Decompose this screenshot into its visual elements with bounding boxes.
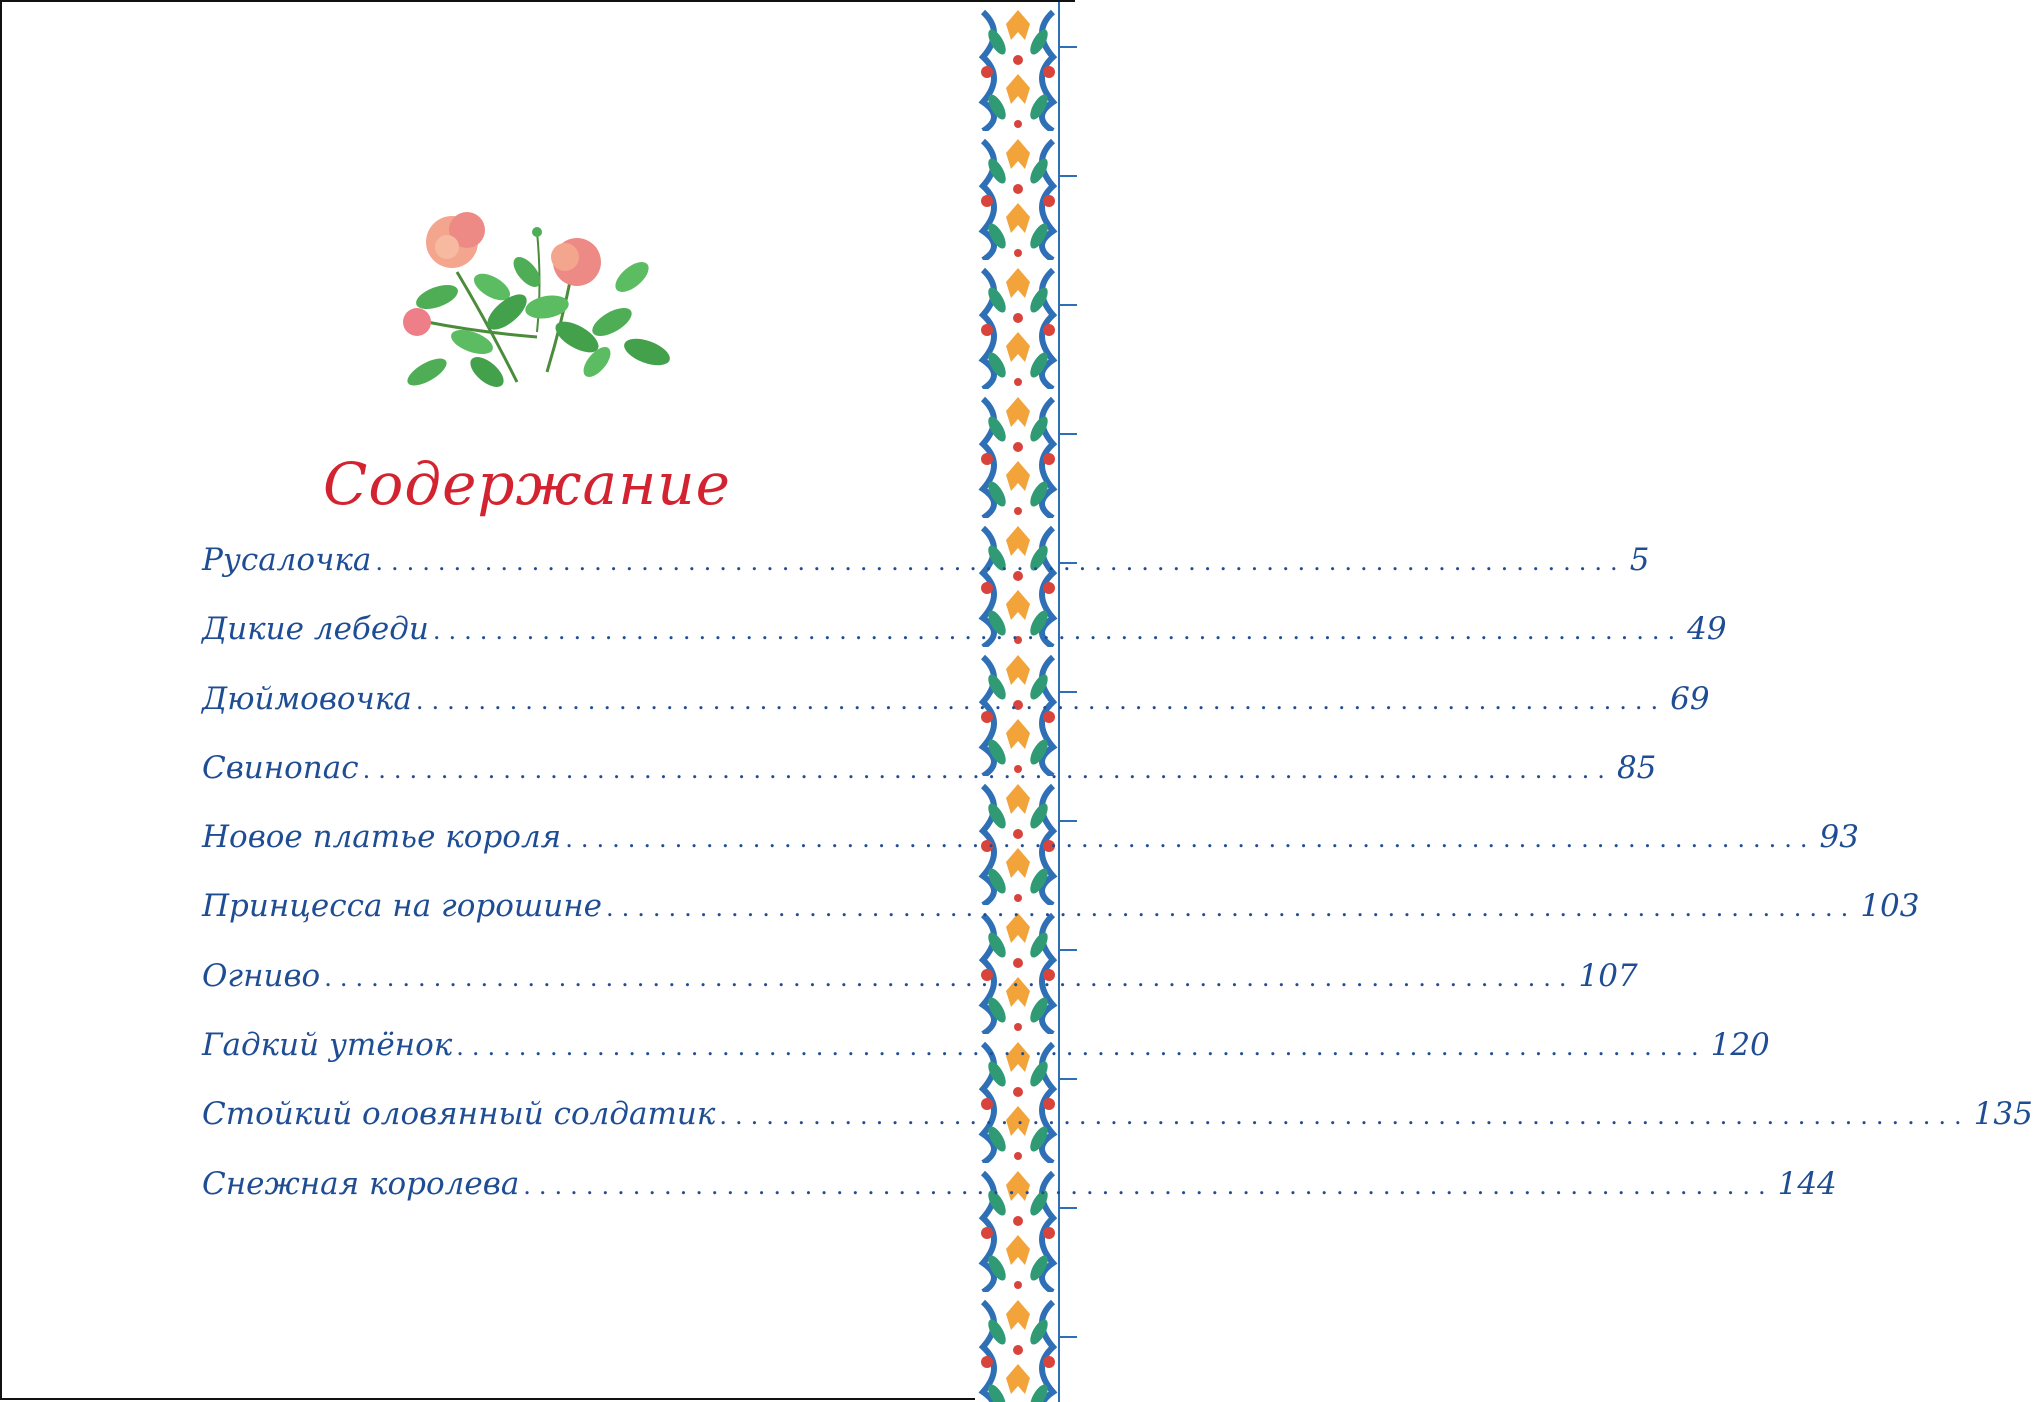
toc-entry-title: Снежная королева <box>202 1165 520 1202</box>
toc-entry-page-number: 85 <box>1616 749 1657 786</box>
toc-entry-page-number: 135 <box>1973 1096 2033 1133</box>
toc-entry-title: Стойкий оловянный солдатик <box>202 1096 716 1133</box>
toc-dot-leader: ................................................................................ <box>432 617 1684 646</box>
toc-entry-page-number: 49 <box>1687 611 1727 648</box>
toc-entry[interactable] <box>202 1096 2033 1165</box>
toc-entry[interactable] <box>202 542 1650 611</box>
toc-entry-title: Дюймовочка <box>202 680 412 717</box>
table-of-contents <box>202 542 2033 1235</box>
toc-entry-page-number: 93 <box>1819 819 1859 856</box>
toc-entry-page-number: 69 <box>1670 680 1710 717</box>
toc-entry-page-number: 107 <box>1578 957 1638 994</box>
toc-entry-page-number: 5 <box>1629 542 1650 578</box>
toc-entry[interactable] <box>202 1027 1770 1096</box>
toc-entry-page-number: 120 <box>1710 1027 1770 1064</box>
toc-entry[interactable] <box>202 888 1920 957</box>
toc-entry-page-number: 144 <box>1777 1165 1837 1202</box>
toc-dot-leader: ................................................................................ <box>415 686 1667 715</box>
toc-entry[interactable] <box>202 611 1727 680</box>
toc-entry[interactable] <box>202 749 1657 819</box>
toc-entry-page-number: 103 <box>1860 888 1920 925</box>
toc-entry-title: Дикие лебеди <box>202 611 429 648</box>
page-title: Содержание <box>323 450 731 518</box>
toc-dot-leader: ................................................................................ <box>719 1102 1970 1131</box>
toc-entry-title: Свинопас <box>202 749 359 786</box>
toc-entry[interactable] <box>202 1165 1837 1235</box>
toc-dot-leader: ................................................................................ <box>375 548 1626 576</box>
toc-entry-title: Русалочка <box>202 542 372 578</box>
roses-illustration <box>397 202 687 412</box>
toc-entry-title: Новое платье короля <box>202 819 562 856</box>
toc-dot-leader: ................................................................................ <box>523 1171 1774 1200</box>
toc-entry[interactable] <box>202 819 1859 888</box>
toc-dot-leader: ................................................................................ <box>565 825 1816 854</box>
toc-entry-title: Принцесса на горошине <box>202 888 602 925</box>
toc-entry-title: Огниво <box>202 957 321 994</box>
toc-entry-title: Гадкий утёнок <box>202 1027 453 1064</box>
toc-dot-leader: ................................................................................ <box>362 755 1613 784</box>
toc-dot-leader: ................................................................................ <box>324 963 1575 992</box>
toc-entry[interactable] <box>202 680 1710 750</box>
toc-dot-leader: ................................................................................ <box>456 1033 1707 1062</box>
toc-entry[interactable] <box>202 957 1638 1027</box>
toc-dot-leader: ................................................................................ <box>606 894 1857 923</box>
